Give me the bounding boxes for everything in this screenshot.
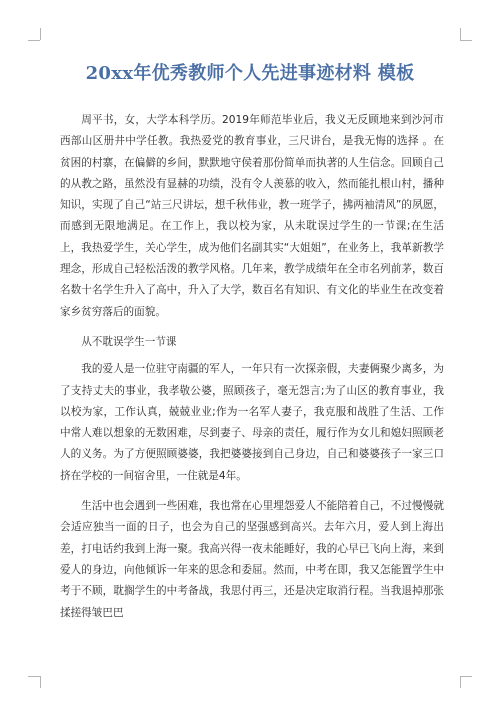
document-title: 20xx年优秀教师个人先进事迹材料 模板 bbox=[85, 63, 415, 84]
crop-mark-top-right bbox=[460, 28, 461, 40]
crop-mark-top-left bbox=[40, 28, 41, 40]
paragraph-intro: 周平书，女，大学本科学历。2019年师范毕业后，我义无反顾地来到沙河市西部山区册井中学任教。我热爱党的教育事业，三尺讲台，是我无悔的选择 。在贫困的村寨，在偏僻的乡间，默默地守侯着那份简单而执著的人生信念。回顾自己的从教之路，虽然没有显赫的功绩，没有令人羡慕的收入，然而能扎根山村，播种知识，实现了自己“站三尺讲坛，想千秋伟业，教一班学子，拂两袖清风”的夙愿，而感到无限地满足。在工作上，我以校为家，从未耽误过学生的一节课;在生活上，我热爱学生，关心学生，成为他们名副其实“大姐姐”，在业务上，我革新教学理念，形成自己轻松活泼的教学风格。几年来，教学成绩年在全市名列前茅，数百名数十名学生升入了高中，升入了大学，数百名有知识、有文化的毕业生在改变着家乡贫穷落后的面貌。 bbox=[60, 114, 444, 318]
crop-mark-top-left bbox=[28, 40, 40, 41]
crop-mark-bottom-right bbox=[460, 676, 472, 677]
document-body bbox=[60, 110, 444, 633]
paragraph-family: 我的爱人是一位驻守南疆的军人，一年只有一次探亲假，夫妻俩聚少离多，为了支持丈夫的事业，我孝敬公婆，照顾孩子，毫无怨言;为了山区的教育事业，我以校为家，工作认真，兢兢业业;作为一名军人妻子，我克服和战胜了生活、工作中常人难以想象的无数困难，尽到妻子、母亲的责任，履行作为女儿和媳妇照顾老人的义务。为了方便照顾婆婆，我把婆婆接到自己身边，自己和婆婆孩子一家三口挤在学校的一间宿舍里，一住就是4年。 bbox=[60, 363, 444, 482]
crop-mark-top-right bbox=[460, 40, 472, 41]
crop-mark-bottom-left bbox=[28, 676, 40, 677]
section-heading: 从不耽误学生一节课 bbox=[81, 335, 177, 348]
crop-mark-bottom-left bbox=[40, 676, 41, 688]
crop-mark-bottom-right bbox=[460, 676, 461, 688]
paragraph-life: 生活中也会遇到一些困难，我也常在心里埋怨爱人不能陪着自己，不过慢慢就会适应独当一面的日子，也会为自己的坚强感到高兴。去年六月，爱人到上海出差，打电话约我到上海一聚。我高兴得一夜未能睡好，我的心早已飞向上海，来到爱人的身边，向他倾诉一年来的思念和委屈。然而，中考在即，我又怎能置学生中考于不顾，耽搁学生的中考备战，我思付再三，还是决定取消行程。当我退掉那张揉搓得皱巴巴 bbox=[60, 500, 444, 619]
